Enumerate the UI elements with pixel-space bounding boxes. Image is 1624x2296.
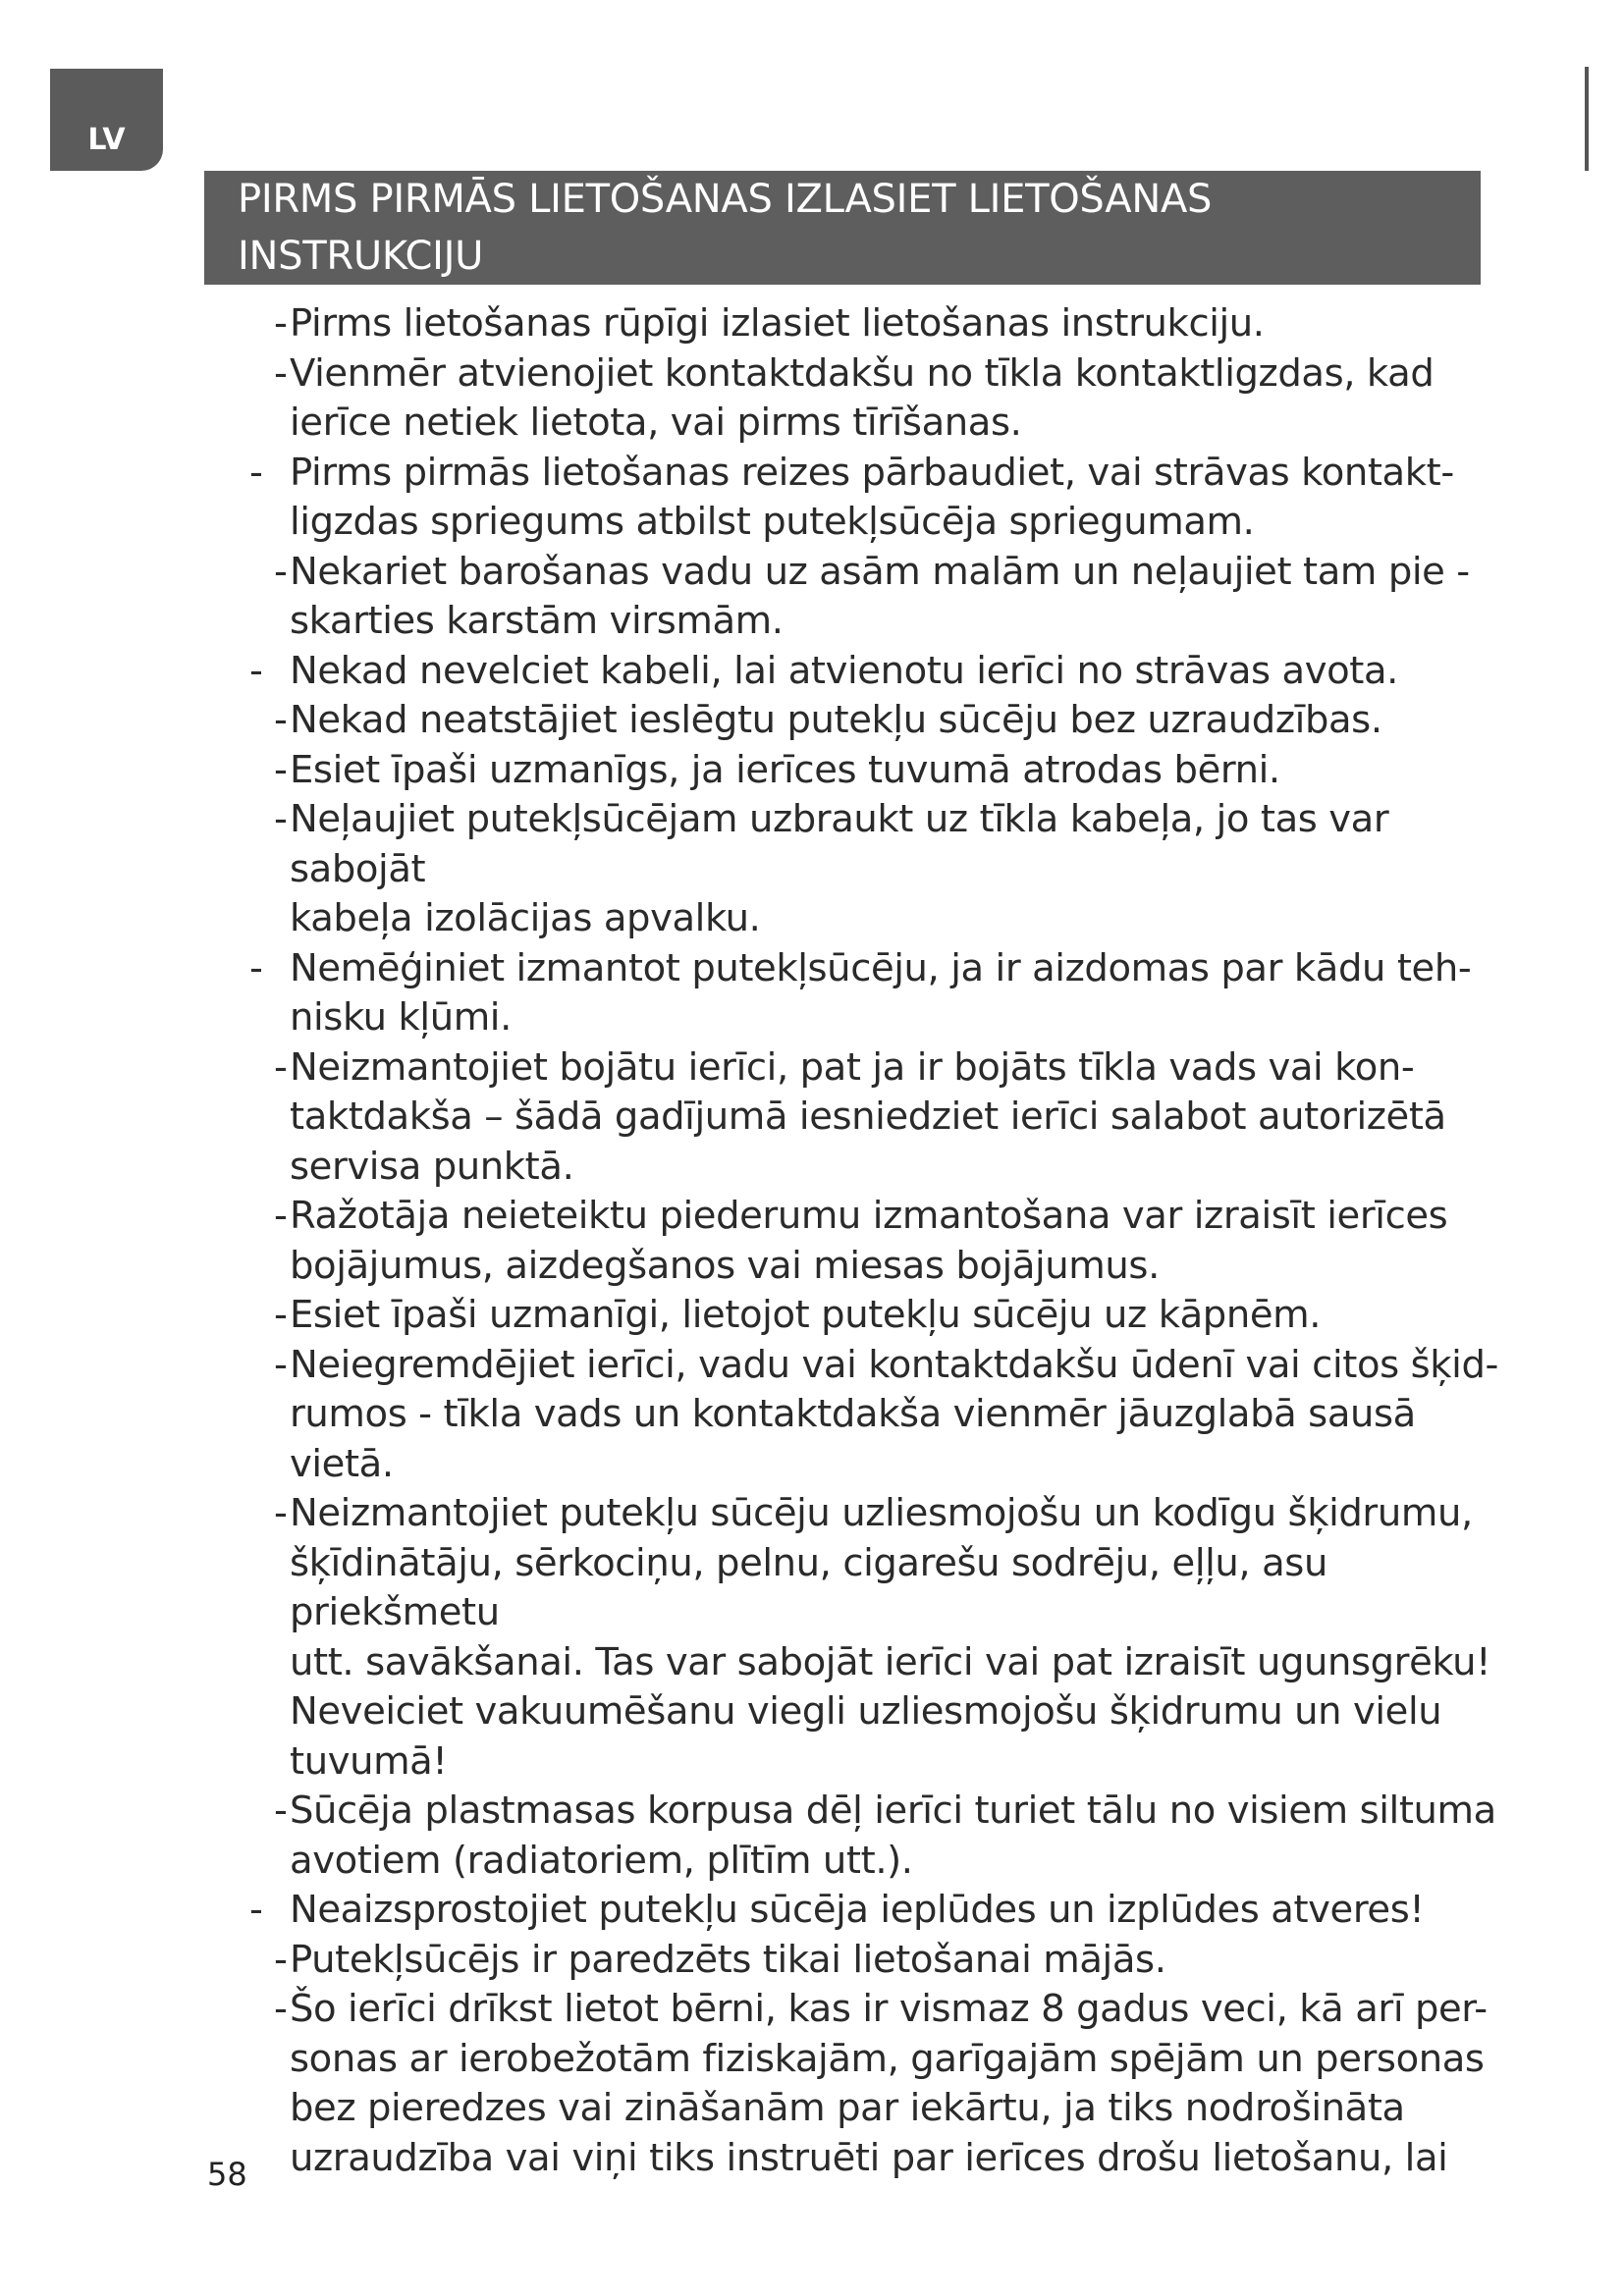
item-marker: -: [274, 747, 288, 792]
instruction-item: [247, 449, 1524, 548]
item-text: Neizmantojiet bojātu ierīci, pat ja ir bojāts tīkla vads vai kon- taktdakša – šādā gadījumā iesniedziet ierīci salabot autorizētā servisa punktā.: [290, 1044, 1446, 1189]
section-header: [204, 171, 1481, 285]
item-text: Sūcēja plastmasas korpusa dēļ ierīci turiet tālu no visiem siltuma avotiem (radiatoriem, plītīm utt.).: [290, 1789, 1496, 1883]
instruction-item: [247, 1936, 1524, 1986]
item-marker: -: [274, 1789, 288, 1833]
instruction-item: [247, 1886, 1524, 1936]
instruction-item: [247, 1985, 1524, 2183]
instruction-item: [247, 1489, 1524, 1787]
instruction-item: [247, 696, 1524, 746]
item-marker: -: [249, 945, 263, 990]
instruction-item: [247, 548, 1524, 647]
item-text: Pirms lietošanas rūpīgi izlasiet lietošanas instrukciju.: [290, 301, 1265, 346]
item-marker: -: [249, 450, 263, 495]
item-marker: -: [274, 797, 288, 841]
item-marker: -: [274, 1044, 288, 1090]
item-text: Neļaujiet putekļsūcējam uzbraukt uz tīkla kabeļa, jo tas var sabojāt kabeļa izolācijas apvalku.: [290, 797, 1389, 940]
instruction-item: [247, 647, 1524, 697]
instruction-item: [247, 299, 1524, 349]
item-text: Esiet īpaši uzmanīgi, lietojot putekļu sūcēju uz kāpnēm.: [290, 1293, 1322, 1337]
instruction-item: [247, 746, 1524, 796]
language-label: LV: [87, 122, 126, 157]
item-marker: -: [274, 1342, 288, 1387]
item-marker: -: [274, 1937, 288, 1982]
item-marker: -: [274, 1293, 288, 1337]
item-text: Putekļsūcējs ir paredzēts tikai lietošanai mājās.: [290, 1937, 1166, 1982]
instruction-item: [247, 795, 1524, 944]
item-marker: -: [249, 1888, 263, 1932]
instruction-item: [247, 1043, 1524, 1193]
item-marker: -: [274, 301, 288, 346]
item-marker: -: [249, 648, 263, 693]
item-marker: -: [274, 1194, 288, 1238]
instruction-item: [247, 1787, 1524, 1886]
language-tab: [50, 69, 163, 171]
item-marker: -: [274, 549, 288, 594]
section-title-line-2: INSTRUKCIJU: [238, 234, 484, 279]
instruction-item: [247, 1192, 1524, 1291]
instruction-item: [247, 349, 1524, 449]
item-text: Pirms pirmās lietošanas reizes pārbaudiet, vai strāvas kontakt- ligzdas spriegums atbilst putekļsūcēja spriegumam.: [290, 450, 1454, 544]
item-text: Šo ierīci drīkst lietot bērni, kas ir vismaz 8 gadus veci, kā arī per- sonas ar ierobežotām fiziskajām, garīgajām spējām un personas bez pieredzes vai zināšanām par iekārtu, ja tiks nodrošināta uzraudzība vai viņi tiks instruēti par ierīces drošu lietošanu, lai: [290, 1987, 1488, 2180]
section-title-line-1: PIRMS PIRMĀS LIETOŠANAS IZLASIET LIETOŠANAS: [238, 177, 1213, 222]
page-edge-mark: [1585, 67, 1589, 171]
item-text: Nekariet barošanas vadu uz asām malām un neļaujiet tam pie - skarties karstām virsmām.: [290, 549, 1470, 643]
item-text: Nekad neatstājiet ieslēgtu putekļu sūcēju bez uzraudzības.: [290, 698, 1382, 742]
item-marker: -: [274, 698, 288, 742]
item-text: Nemēģiniet izmantot putekļsūcēju, ja ir aizdomas par kādu teh- nisku kļūmi.: [290, 945, 1472, 1040]
item-text: Ražotāja neieteiktu piederumu izmantošana var izraisīt ierīces bojājumus, aizdegšanos vai miesas bojājumus.: [290, 1194, 1448, 1288]
item-marker: -: [274, 1987, 288, 2031]
item-text: Nekad nevelciet kabeli, lai atvienotu ierīci no strāvas avota.: [290, 648, 1398, 693]
instruction-item: [247, 1291, 1524, 1341]
item-text: Neaizsprostojiet putekļu sūcēja ieplūdes un izplūdes atveres!: [290, 1888, 1425, 1932]
item-text: Neiegremdējiet ierīci, vadu vai kontaktdakšu ūdenī vai citos šķid- rumos - tīkla vads un kontaktdakša vienmēr jāuzglabā sausā vietā.: [290, 1342, 1498, 1486]
item-text: Neizmantojiet putekļu sūcēju uzliesmojošu un kodīgu šķidrumu, šķīdinātāju, sērkociņu, pelnu, cigarešu sodrēju, eļļu, asu priekšmetu utt. savākšanai. Tas var sabojāt ierīci vai pat izraisīt ugunsgrēku! Neveiciet vakuumēšanu viegli uzliesmojošu šķidrumu un vielu tuvumā!: [290, 1491, 1491, 1784]
instruction-item: [247, 1341, 1524, 1490]
safety-instructions-list: [247, 299, 1524, 2183]
item-text: Vienmēr atvienojiet kontaktdakšu no tīkla kontaktligzdas, kad ierīce netiek lietota, vai pirms tīrīšanas.: [290, 350, 1435, 445]
item-marker: -: [274, 1491, 288, 1535]
instruction-item: [247, 944, 1524, 1043]
item-text: Esiet īpaši uzmanīgs, ja ierīces tuvumā atrodas bērni.: [290, 747, 1280, 792]
page-number: 58: [207, 2156, 247, 2193]
item-marker: -: [274, 350, 288, 396]
